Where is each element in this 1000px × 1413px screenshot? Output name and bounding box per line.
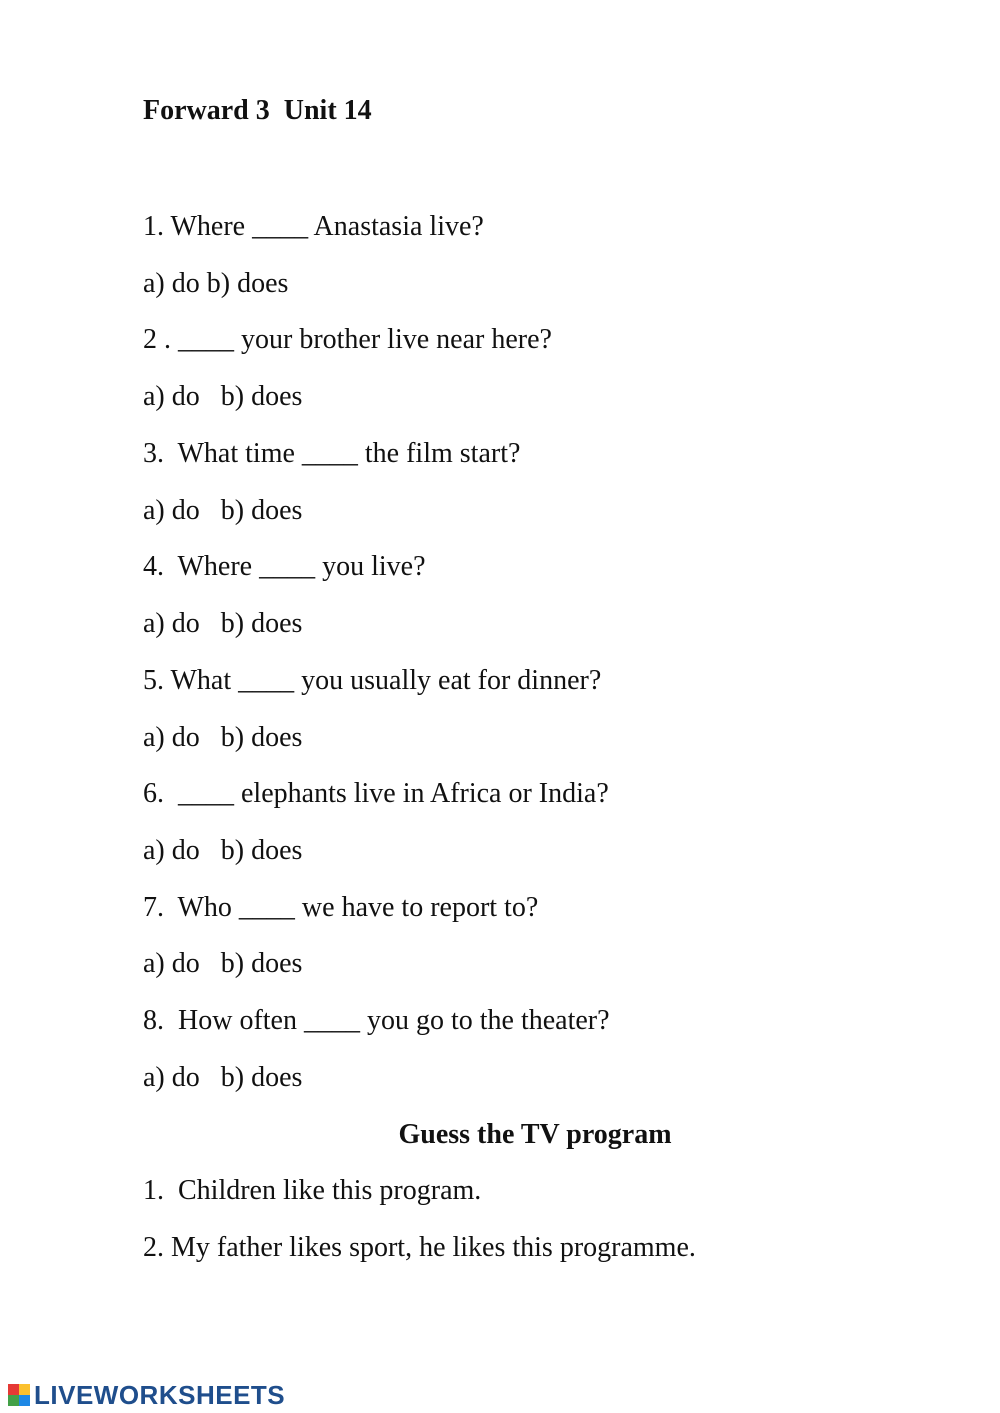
options-6: a) do b) does [143,835,303,866]
page-title: Forward 3 Unit 14 [143,95,372,126]
options-7: a) do b) does [143,948,303,979]
question-4: 4. Where ____ you live? [143,551,426,582]
options-3: a) do b) does [143,495,303,526]
question-3: 3. What time ____ the film start? [143,438,521,469]
question-7: 7. Who ____ we have to report to? [143,892,539,923]
options-2: a) do b) does [143,381,303,412]
question-8: 8. How often ____ you go to the theater? [143,1005,610,1036]
options-5: a) do b) does [143,722,303,753]
options-1: a) do b) does [143,268,289,299]
question-1: 1. Where ____ Anastasia live? [143,211,484,242]
logo-text: LIVEWORKSHEETS [34,1379,286,1410]
question-2: 2 . ____ your brother live near here? [143,324,552,355]
question-5: 5. What ____ you usually eat for dinner? [143,665,602,696]
section-heading: Guess the TV program [398,1119,672,1150]
options-8: a) do b) does [143,1062,303,1093]
tv-item-2: 2. My father likes sport, he likes this programme. [143,1232,696,1263]
liveworksheets-logo-icon [8,1384,30,1406]
tv-item-1: 1. Children like this program. [143,1175,482,1206]
footer-logo [8,1380,285,1410]
options-4: a) do b) does [143,608,303,639]
question-6: 6. ____ elephants live in Africa or India? [143,778,609,809]
